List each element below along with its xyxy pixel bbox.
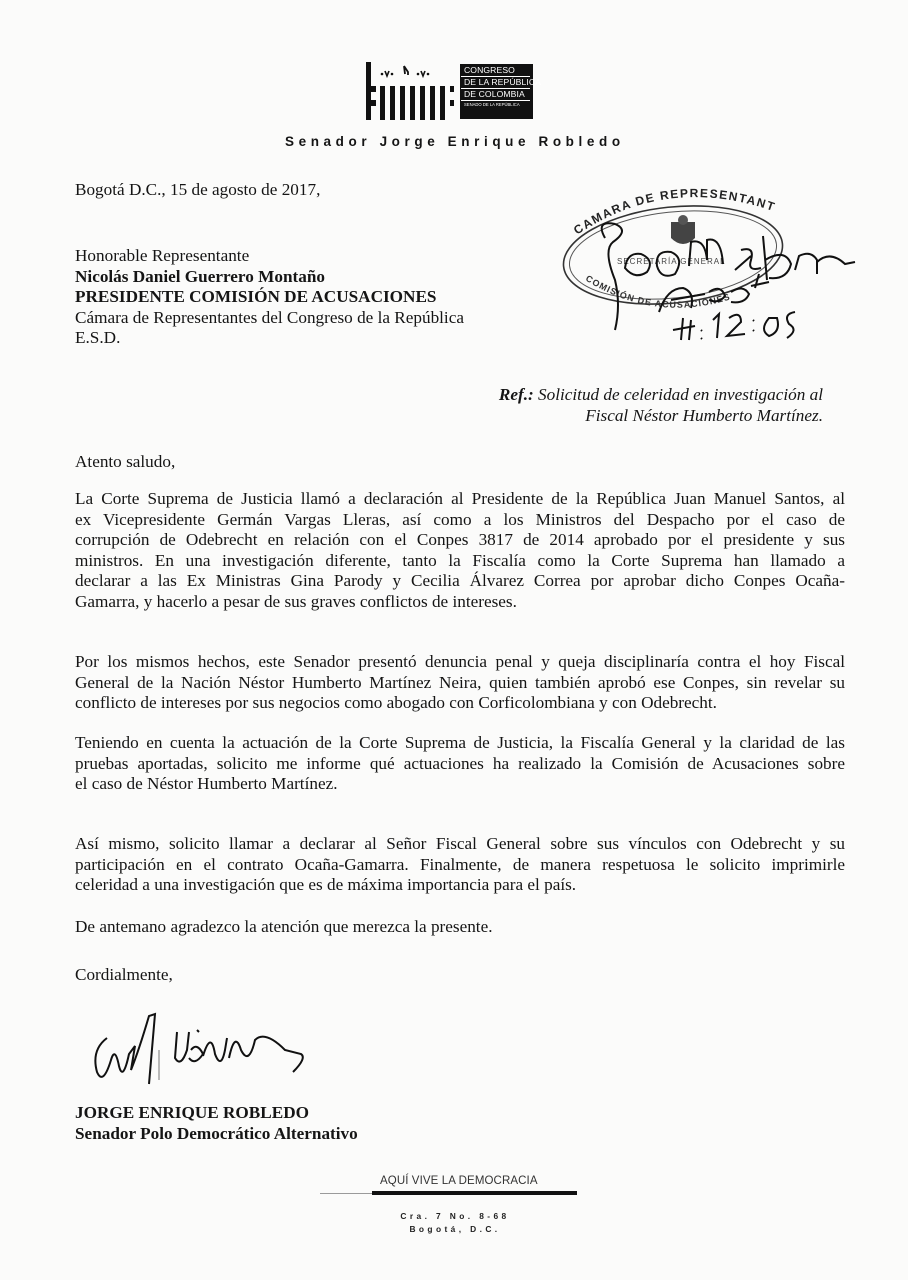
paragraph-line: Teniendo en cuenta la actuación de la Corte Suprema de Justicia, la Fiscalía General y la claridad de las (75, 733, 845, 752)
logo-line-2: DE LA REPÚBLICA (461, 77, 530, 89)
paragraph-line: corrupción de Odebrecht en relación con el Conpes 3817 de 2014 aprobado por el presidente y sus (75, 530, 845, 550)
paragraph-line: el caso de Néstor Humberto Martínez. (75, 774, 338, 794)
paragraph-line: De antemano agradezco la atención que merezca la presente. (75, 917, 493, 936)
paragraph-line: La Corte Suprema de Justicia llamó a declaración al Presidente de la República Juan Manuel Santos, al (75, 489, 845, 508)
recipient-position: PRESIDENTE COMISIÓN DE ACUSACIONES (75, 287, 437, 306)
receipt-stamp (555, 180, 875, 360)
footer-address-line-2: Bogotá, D.C. (409, 1224, 501, 1234)
recipient-name: Nicolás Daniel Guerrero Montaño (75, 266, 325, 286)
handwritten-signature (85, 1010, 345, 1090)
footer-address-line-1: Cra. 7 No. 8-68 (400, 1211, 510, 1221)
body-paragraph-1 (75, 489, 845, 613)
footer-divider-thick (372, 1191, 577, 1195)
paragraph-line: ministros. En una investigación diferente, tanto la Fiscalía como la Corte Suprema han llamado a (75, 550, 845, 570)
recipient-institution: Cámara de Representantes del Congreso de la República (75, 307, 464, 327)
body-paragraph-3 (75, 733, 845, 795)
paragraph-line: conflicto de intereses por sus negocios como abogado con Corficolombiana y con Odebrecht. (75, 693, 717, 713)
closing: Cordialmente, (75, 965, 173, 984)
logo-line-3: DE COLOMBIA (461, 89, 530, 101)
paragraph-line: pruebas aportadas, solicito me informe qué actuaciones ha realizado la Comisión de Acusaciones sobre (75, 753, 845, 773)
paragraph-line: Así mismo, solicito llamar a declarar al Señor Fiscal General sobre sus vínculos con Odebrecht y su (75, 834, 845, 853)
sender-heading: Senador Jorge Enrique Robledo (285, 134, 625, 149)
reference-label: Ref.: (498, 385, 534, 404)
paragraph-line: participación en el contrato Ocaña-Gamarra. Finalmente, de manera respetuosa le solicito imprimirle (75, 854, 845, 874)
congress-name-box (460, 64, 541, 119)
paragraph-line: celeridad a una investigación que es de máxima importancia para el país. (75, 875, 577, 895)
capitol-columns-icon (366, 62, 458, 120)
recipient-esd: E.S.D. (75, 328, 121, 347)
greeting: Atento saludo, (75, 452, 176, 471)
signer-name: JORGE ENRIQUE ROBLEDO (75, 1103, 309, 1122)
date-line: Bogotá D.C., 15 de agosto de 2017, (75, 180, 321, 199)
footer-divider-thin (320, 1193, 372, 1194)
body-paragraph-5 (75, 917, 845, 938)
paragraph-line: Gamarra, y hacerlo a pesar de sus graves conflictos de intereses. (75, 591, 517, 611)
signer-title: Senador Polo Democrático Alternativo (75, 1123, 358, 1143)
body-paragraph-2 (75, 652, 845, 714)
stamp-graphic (555, 180, 875, 360)
stamp-top-text: CAMARA DE REPRESENTANT (571, 186, 778, 238)
footer-motto: AQUÍ VIVE LA DEMOCRACIA (380, 1175, 538, 1187)
paragraph-line: General de la Nación Néstor Humberto Martínez Neira, quien también aprobó ese Conpes, sin revelar su (75, 672, 845, 692)
stamp-bottom-text: COMISIÓN DE ACUSACIONES (584, 273, 732, 310)
logo-subline: SENADO DE LA REPÚBLICA (464, 102, 520, 107)
logo-line-1: CONGRESO (461, 64, 530, 77)
paragraph-line: declarar a las Ex Ministras Gina Parody y Cecilia Álvarez Correa por aprobar dicho Conpes Ocaña- (75, 571, 845, 591)
reference-block (420, 384, 823, 426)
coat-of-arms-icon (671, 215, 695, 244)
reference-line-1: Solicitud de celeridad en investigación al (538, 385, 823, 404)
stamp-middle-text: SECRETARÍA GENERAL (617, 257, 726, 266)
paragraph-line: Por los mismos hechos, este Senador presentó denuncia penal y queja disciplinaría contra el hoy Fiscal (75, 652, 845, 671)
paragraph-line: ex Vicepresidente Germán Vargas Lleras, así como a los Ministros del Despacho por el caso de (75, 509, 845, 529)
recipient-salutation-title: Honorable Representante (75, 246, 250, 265)
recipient-block (75, 246, 464, 349)
svg-text:CAMARA DE REPRESENTANTES (555, 180, 778, 237)
signature-block (75, 1103, 358, 1144)
reference-line-2: Fiscal Néstor Humberto Martínez. (585, 406, 823, 425)
body-paragraph-4 (75, 834, 845, 896)
congress-logo (366, 62, 541, 120)
